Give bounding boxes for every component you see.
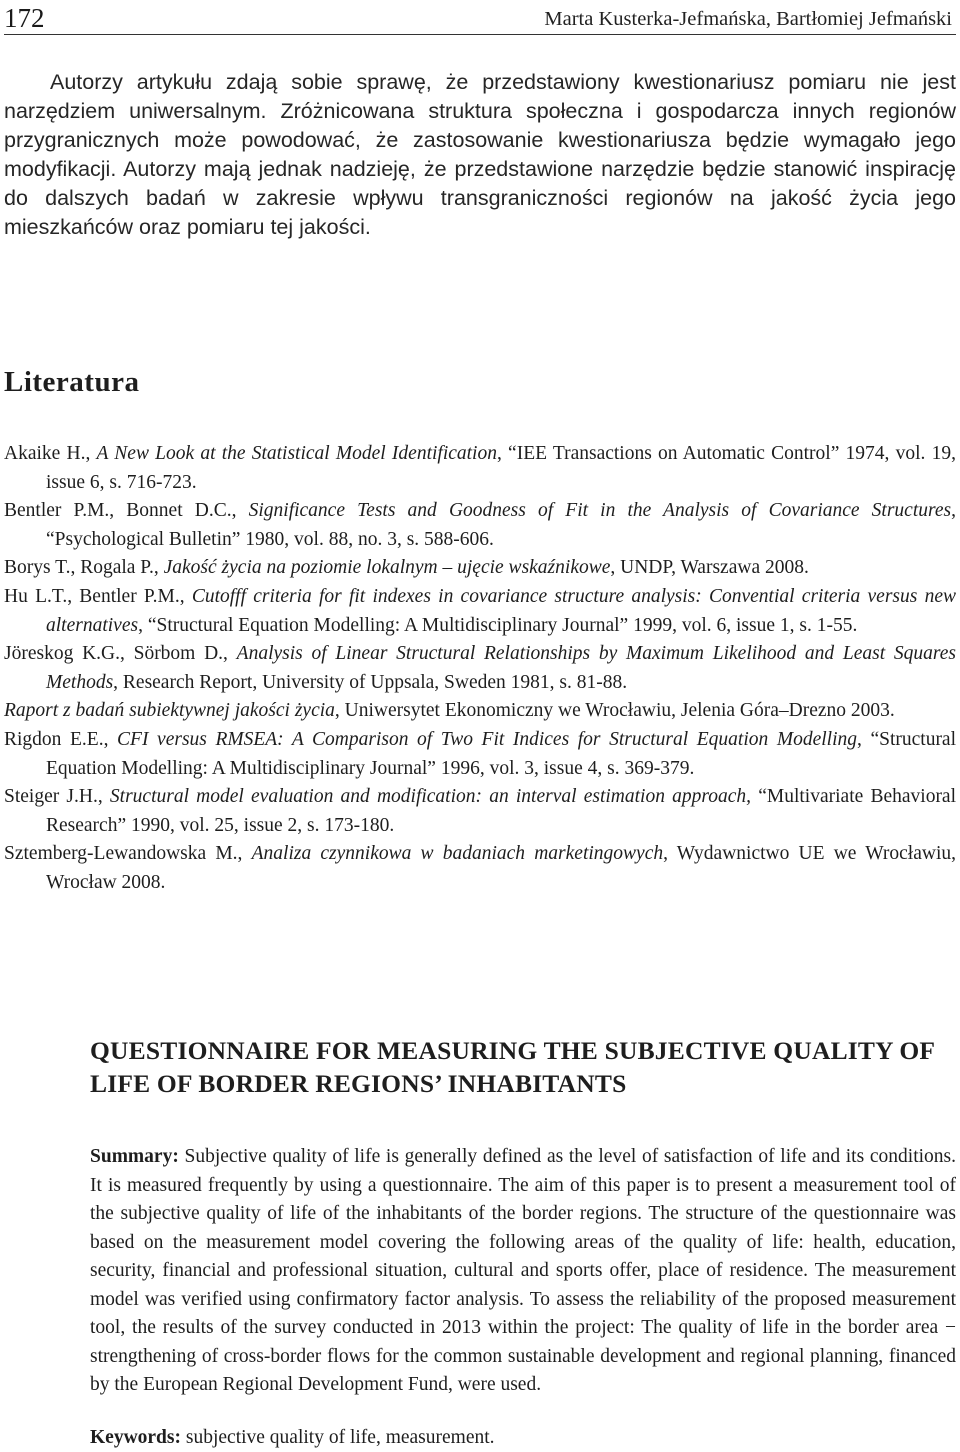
keywords-text: subjective quality of life, measurement. bbox=[181, 1426, 495, 1448]
reference-item: Akaike H., A New Look at the Statistical Model Identification, “IEE Transactions on Automatic Control” 1974, vol. 19, issue 6, s. 716-723. bbox=[4, 443, 956, 493]
reference-item: Borys T., Rogala P., Jakość życia na poziomie lokalnym – ujęcie wskaźnikowe, UNDP, Warszawa 2008. bbox=[4, 557, 809, 579]
english-title: QUESTIONNAIRE FOR MEASURING THE SUBJECTIVE QUALITY OF LIFE OF BORDER REGIONS’ INHABITANTS bbox=[90, 1036, 935, 1098]
running-head-authors: Marta Kusterka-Jefmańska, Bartłomiej Jefmański bbox=[544, 8, 952, 30]
summary-label: Summary: bbox=[90, 1146, 179, 1167]
reference-item: Sztemberg-Lewandowska M., Analiza czynnikowa w badaniach marketingowych, Wydawnictwo UE we Wrocławiu, Wrocław 2008. bbox=[4, 843, 956, 893]
closing-paragraph: Autorzy artykułu zdają sobie sprawę, że przedstawiony kwestionariusz pomiaru nie jest narzędziem uniwersalnym. Zróżnicowana struktura społeczna i gospodarcza innych regionów przygranicznych może powodować, że zastosowanie kwestionariusza będzie wymagało jego modyfikacji. Autorzy mają jednak nadzieję, że przedstawione narzędzie będzie stanowić inspirację do dalszych badań w zakresie wpływu transgraniczności regionów na jakość życia jego mieszkańców oraz pomiaru tej jakości. bbox=[4, 70, 956, 239]
english-summary-section bbox=[90, 1034, 956, 1452]
reference-list bbox=[4, 440, 956, 898]
literature-heading: Literatura bbox=[4, 366, 140, 398]
reference-item: Jöreskog K.G., Sörbom D., Analysis of Linear Structural Relationships by Maximum Likelihood and Least Squares Methods, Research Report, University of Uppsala, Sweden 1981, s. 81-88. bbox=[4, 643, 956, 693]
keywords-paragraph bbox=[90, 1424, 956, 1452]
keywords-label: Keywords: bbox=[90, 1426, 181, 1448]
reference-item: Rigdon E.E., CFI versus RMSEA: A Comparison of Two Fit Indices for Structural Equation Modelling, “Structural Equation Modelling: A Multidisciplinary Journal” 1996, vol. 3, issue 4, s. 369-379. bbox=[4, 728, 957, 779]
page-number: 172 bbox=[4, 3, 45, 33]
reference-item: Hu L.T., Bentler P.M., Cutofff criteria for fit indexes in covariance structure analysis: Convential criteria versus new alternatives, “Structural Equation Modelling: A Multidisciplinary Journal” 1999, vol. 6, issue 1, s. 1-55. bbox=[4, 585, 956, 636]
reference-item: Steiger J.H., Structural model evaluation and modification: an interval estimation approach, “Multivariate Behavioral Research” 1990, vol. 25, issue 2, s. 173-180. bbox=[4, 786, 957, 836]
reference-item: Bentler P.M., Bonnet D.C., Significance Tests and Goodness of Fit in the Analysis of Covariance Structures, “Psychological Bulletin” 1980, vol. 88, no. 3, s. 588-606. bbox=[4, 500, 956, 550]
reference-item: Raport z badań subiektywnej jakości życia, Uniwersytet Ekonomiczny we Wrocławiu, Jelenia Góra–Drezno 2003. bbox=[4, 700, 895, 722]
summary-text: Subjective quality of life is generally defined as the level of satisfaction of life and its conditions. It is measured frequently by using a questionnaire. The aim of this paper is to present a measurement tool of the subjective quality of life of the inhabitants of the border regions. The structure of the questionnaire was based on the measurement model covering the following areas of the quality of life: health, education, security, financial and professional situation, cultural and sports offer, place of residence. The measurement model was verified using confirmatory factor analysis. To assess the reliability of the proposed measurement tool, the results of the survey conducted in 2013 within the project: The quality of life in the border area − strengthening of cross-border flows for the common sustainable development and regional planning, financed by the European Regional Development Fund, were used. bbox=[90, 1146, 956, 1395]
page-header bbox=[4, 2, 956, 35]
summary-paragraph bbox=[90, 1143, 956, 1400]
